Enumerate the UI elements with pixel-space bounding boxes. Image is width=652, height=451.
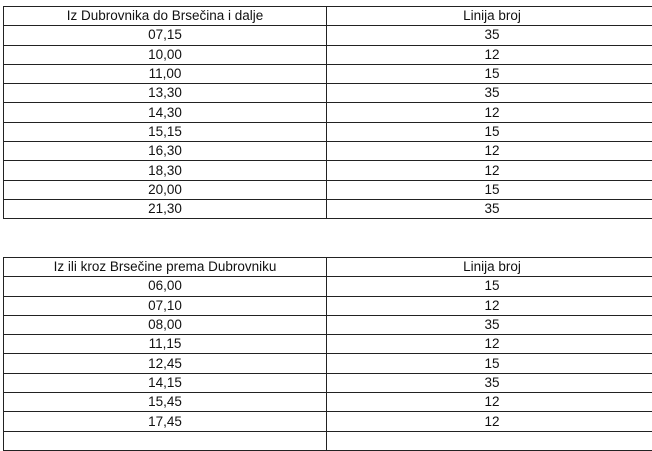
departure-time: 20,00	[4, 180, 327, 199]
line-number: 12	[327, 296, 652, 315]
table-row	[4, 277, 652, 296]
departure-time: 11,15	[4, 335, 327, 354]
table-row	[4, 393, 652, 412]
table-header-row	[4, 7, 652, 26]
table-row	[4, 103, 652, 122]
table-row	[4, 354, 652, 373]
table-row	[4, 84, 652, 103]
line-number: 15	[327, 64, 652, 83]
table-row	[4, 180, 652, 199]
line-number: 12	[327, 412, 652, 431]
line-number: 12	[327, 142, 652, 161]
line-number: 35	[327, 26, 652, 45]
line-number: 35	[327, 373, 652, 392]
line-number: 15	[327, 277, 652, 296]
column-header-route: Iz Dubrovnika do Brsečina i dalje	[4, 7, 327, 26]
line-number: 35	[327, 199, 652, 218]
table-header-row	[4, 258, 652, 277]
departure-time: 16,30	[4, 142, 327, 161]
departure-time: 13,30	[4, 84, 327, 103]
schedule-table-from-dubrovnik	[3, 6, 652, 219]
table-row	[4, 161, 652, 180]
table-row	[4, 412, 652, 431]
table-row	[4, 373, 652, 392]
table-row	[4, 45, 652, 64]
table-row	[4, 335, 652, 354]
table-row	[4, 122, 652, 141]
departure-time: 17,45	[4, 412, 327, 431]
departure-time: 08,00	[4, 315, 327, 334]
schedule-table-to-dubrovnik	[3, 257, 652, 451]
departure-time: 11,00	[4, 64, 327, 83]
departure-time: 15,15	[4, 122, 327, 141]
column-header-line: Linija broj	[327, 258, 652, 277]
line-number: 35	[327, 84, 652, 103]
line-number: 12	[327, 161, 652, 180]
line-number: 12	[327, 393, 652, 412]
departure-time: 07,15	[4, 26, 327, 45]
line-number: 12	[327, 103, 652, 122]
departure-time: 07,10	[4, 296, 327, 315]
departure-time: 10,00	[4, 45, 327, 64]
table-row	[4, 64, 652, 83]
departure-time: 06,00	[4, 277, 327, 296]
column-header-route: Iz ili kroz Brsečine prema Dubrovniku	[4, 258, 327, 277]
departure-time: 14,30	[4, 103, 327, 122]
departure-time: 14,15	[4, 373, 327, 392]
column-header-line: Linija broj	[327, 7, 652, 26]
table-row	[4, 431, 652, 450]
line-number	[327, 431, 652, 450]
table-row	[4, 142, 652, 161]
departure-time: 21,30	[4, 199, 327, 218]
line-number: 35	[327, 315, 652, 334]
line-number: 12	[327, 335, 652, 354]
departure-time: 15,45	[4, 393, 327, 412]
departure-time: 12,45	[4, 354, 327, 373]
departure-time	[4, 431, 327, 450]
line-number: 12	[327, 45, 652, 64]
table-row	[4, 26, 652, 45]
line-number: 15	[327, 354, 652, 373]
departure-time: 18,30	[4, 161, 327, 180]
table-row	[4, 199, 652, 218]
line-number: 15	[327, 122, 652, 141]
table-row	[4, 296, 652, 315]
table-row	[4, 315, 652, 334]
line-number: 15	[327, 180, 652, 199]
